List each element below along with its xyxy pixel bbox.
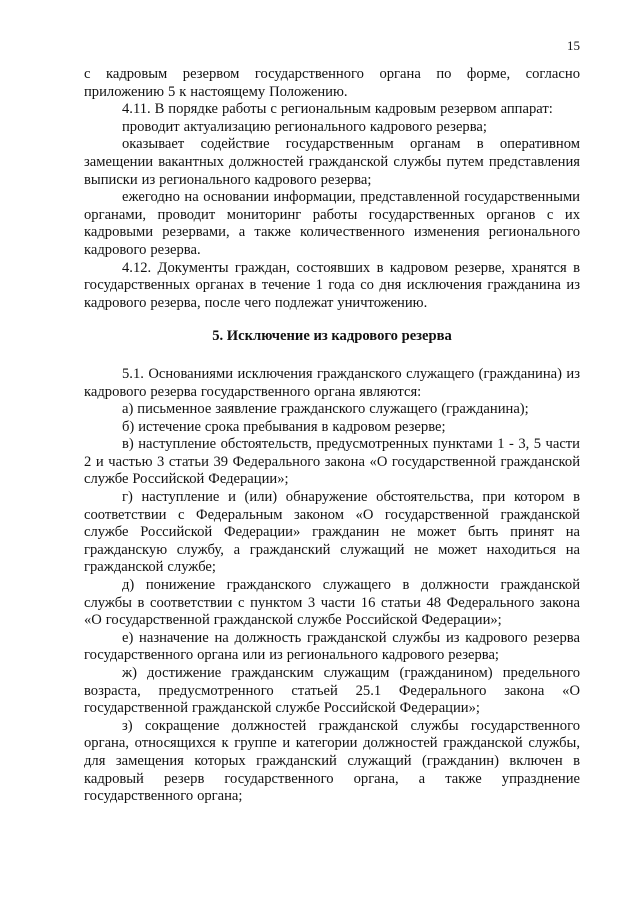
page-content: [84, 66, 580, 806]
list-item-zh: ж) достижение гражданским служащим (гражданином) предельного возраста, предусмотренного статьей 25.1 Федерального закона «О государственной гражданской службе Российской Федерации»;: [84, 665, 580, 717]
paragraph-4-11-item-1: проводит актуализацию регионального кадрового резерва;: [122, 118, 487, 135]
list-item-d: д) понижение гражданского служащего в должности гражданской службы в соответствии с пунктом 3 части 16 статьи 48 Федерального закона «О государственной гражданской службе Российской Федерации»;: [84, 577, 580, 629]
paragraph-4-11: 4.11. В порядке работы с региональным кадровым резервом аппарат:: [122, 101, 553, 118]
page-number: 15: [567, 38, 580, 53]
paragraph-5-1: 5.1. Основаниями исключения гражданского служащего (гражданина) из кадрового резерва государственного органа являются:: [84, 365, 580, 400]
list-item-b: б) истечение срока пребывания в кадровом резерве;: [122, 418, 446, 435]
section-heading: 5. Исключение из кадрового резерва: [212, 328, 452, 345]
list-item-v: в) наступление обстоятельств, предусмотренных пунктами 1 - 3, 5 части 2 и частью 3 статьи 39 Федерального закона «О государственной гражданской службе Российской Федерации»;: [84, 436, 580, 488]
list-item-g: г) наступление и (или) обнаружение обстоятельства, при котором в соответствии с Федеральным законом «О государственной гражданской службе Российской Федерации» гражданин не может быть принят на гражданскую службу, а гражданский служащий не может находиться на гражданской службе;: [84, 489, 580, 576]
paragraph-4-12: 4.12. Документы граждан, состоявших в кадровом резерве, хранятся в государственных органах в течение 1 года со дня исключения гражданина из кадрового резерва, после чего подлежат уничтожению.: [84, 259, 580, 311]
list-item-a: а) письменное заявление гражданского служащего (гражданина);: [122, 401, 529, 418]
list-item-e: е) назначение на должность гражданской службы из кадрового резерва государственного органа или из регионального кадрового резерва;: [84, 629, 580, 664]
paragraph-4-11-item-3: ежегодно на основании информации, представленной государственными органами, проводит мониторинг работы государственных органов с их кадровыми резервами, а также количественного изменения регионального кадрового резерва.: [84, 189, 580, 258]
paragraph-continuation: с кадровым резервом государственного органа по форме, согласно приложению 5 к настоящему Положению.: [84, 66, 580, 100]
list-item-z: з) сокращение должностей гражданской службы государственного органа, относящихся к группе и категории должностей гражданской службы, для замещения которых гражданский служащий (гражданин) включен в кадровый резерв государственного органа, а также упразднение государственного органа;: [84, 717, 580, 805]
paragraph-4-11-item-2: оказывает содействие государственным органам в оперативном замещении вакантных должностей гражданской службы путем представления выписки из регионального кадрового резерва;: [84, 136, 580, 188]
